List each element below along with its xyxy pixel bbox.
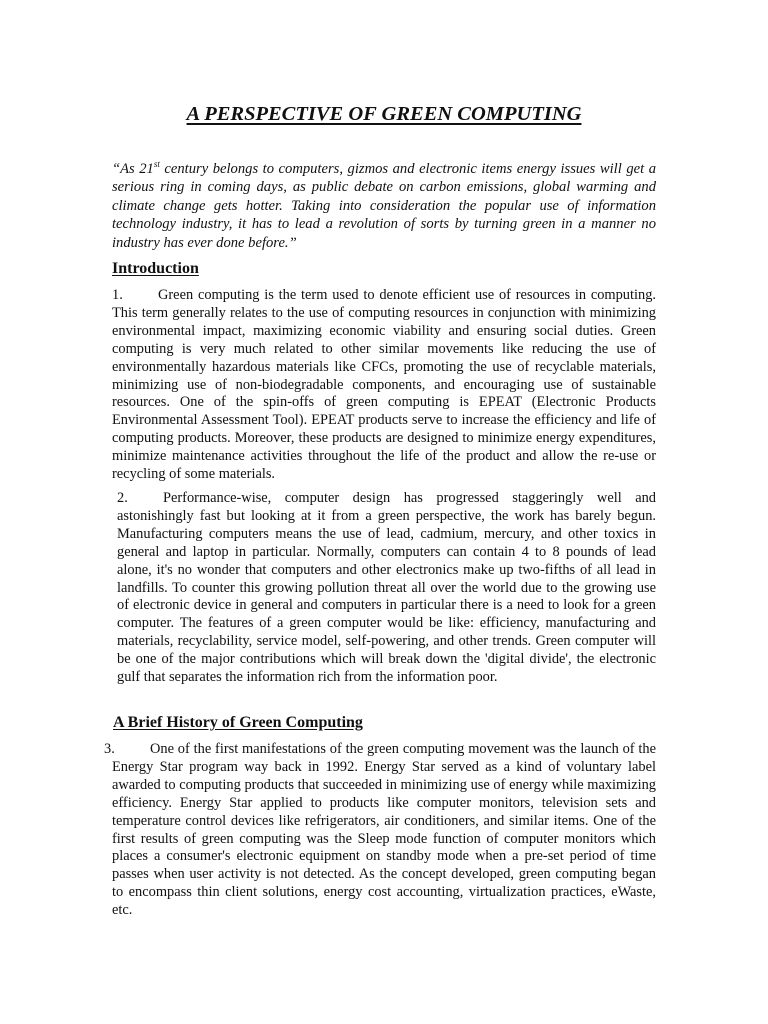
paragraph-2 [117, 490, 656, 687]
paragraph-number: 1. [112, 287, 123, 303]
document-title: A PERSPECTIVE OF GREEN COMPUTING [186, 103, 582, 125]
paragraph-3 [104, 741, 656, 920]
paragraph-text: Green computing is the term used to denote efficient use of resources in computing. This term generally relates to the use of computing resources in conjunction with minimizing environmental impact, maximizing economic viability and ensuring social duties. Green computing is very much related to other similar movements like reducing the use of environmentally hazardous materials like CFCs, promoting the use of recyclable materials, minimizing use of non-biodegradable components, and encouraging use of sustainable resources. One of the spin-offs of green computing is EPEAT (Electronic Products Environmental Assessment Tool). EPEAT products serve to increase the efficiency and life of computing products. Moreover, these products are designed to minimize energy expenditures, minimize maintenance activities throughout the life of the product and allow the re-use or recycling of some materials. [112, 287, 656, 483]
paragraph-1 [112, 287, 656, 484]
section-heading-introduction: Introduction [112, 260, 199, 277]
opening-quote [112, 160, 656, 252]
section-heading-history: A Brief History of Green Computing [113, 714, 363, 731]
quote-prefix: “As 21 [112, 161, 154, 177]
quote-superscript: st [153, 159, 160, 169]
paragraph-text: One of the first manifestations of the green computing movement was the launch of the Energy Star program way back in 1992. Energy Star served as a kind of voluntary label awarded to computing products that succeeded in minimizing use of energy while maximizing efficiency. Energy Star applied to products like computer monitors, television sets and temperature control devices like refrigerators, air conditioners, and similar items. One of the first results of green computing was the Sleep mode function of computer monitors which places a consumer's electronic equipment on standby mode when a pre-set period of time passes when user activity is not detected. As the concept developed, green computing began to encompass thin client solutions, energy cost accounting, virtualization practices, eWaste, etc. [112, 741, 656, 919]
paragraph-text: Performance-wise, computer design has progressed staggeringly well and astonishingly fast but looking at it from a green perspective, the work has barely begun. Manufacturing computers means the use of lead, cadmium, mercury, and other toxics in general and laptop in particular. Normally, computers can contain 4 to 8 pounds of lead alone, it's no wonder that computers and other electronics make up two-fifths of all lead in landfills. To counter this growing pollution threat all over the world due to the growing use of electronic device in general and computers in particular there is a need to look for a green computer. The features of a green computer would be like: efficiency, manufacturing and materials, recyclability, service model, self-powering, and other trends. Green computer will be one of the major contributions which will break down the 'digital divide', the electronic gulf that separates the information rich from the information poor. [117, 490, 656, 686]
quote-text: century belongs to computers, gizmos and electronic items energy issues will get a serious ring in coming days, as public debate on carbon emissions, global warming and climate change gets hotter. Taking into consideration the popular use of information technology industry, it has to lead a revolution of sorts by turning green in a manner no industry has ever done before.” [112, 161, 656, 251]
paragraph-number: 2. [117, 490, 128, 506]
paragraph-number: 3. [104, 741, 115, 757]
